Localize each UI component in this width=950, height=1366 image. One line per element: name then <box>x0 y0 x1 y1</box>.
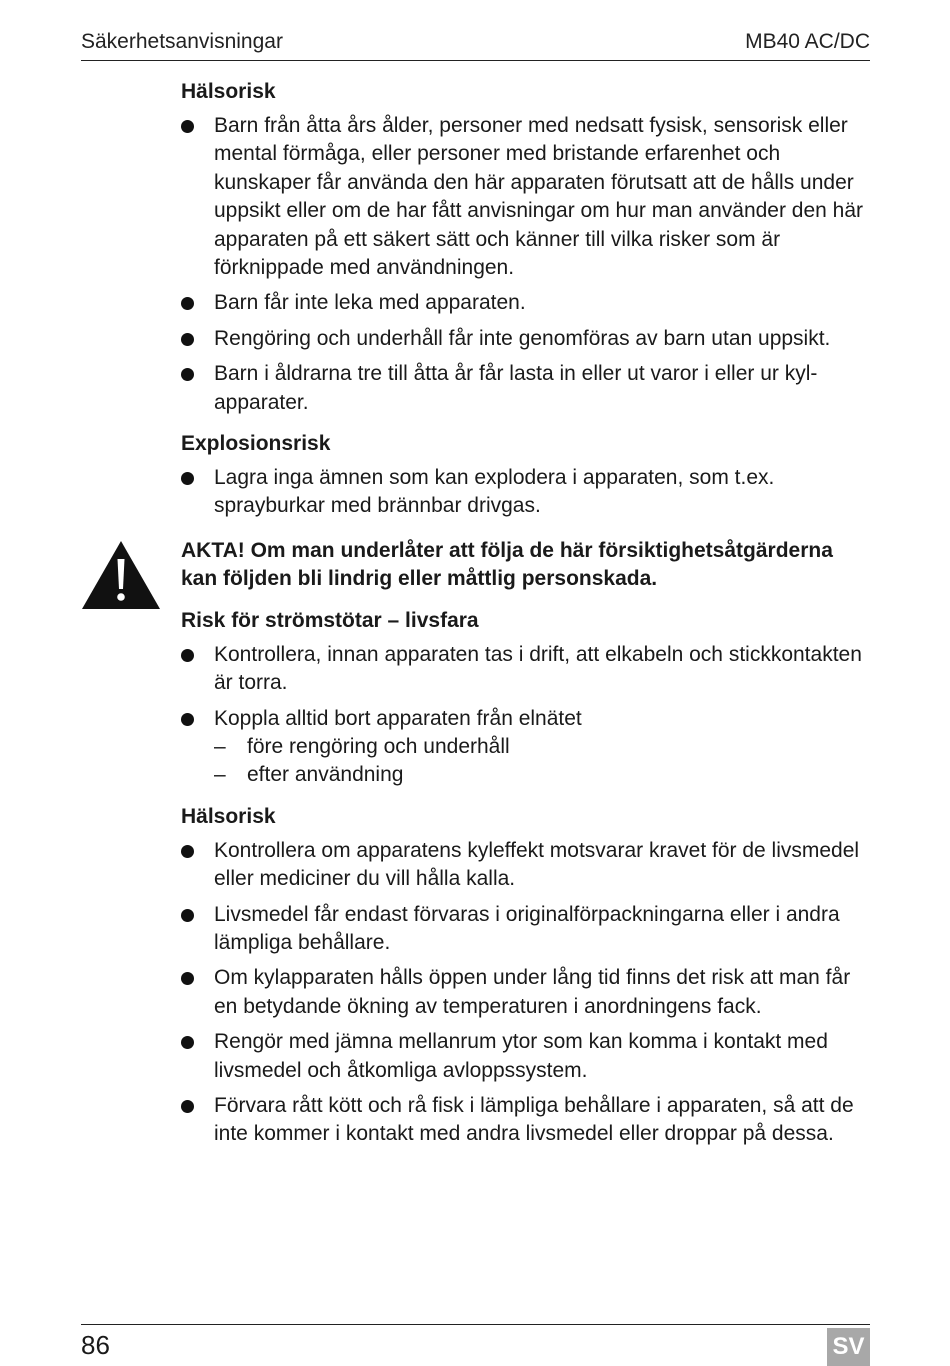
bullet-icon <box>181 368 194 381</box>
list-item: Barn från åtta års ålder, personer med nedsatt fysisk, sensorisk eller mental förmåga, eller personer med bristande erfarenhet och kunskaper får använda den här apparaten förutsatt att de hålls under uppsikt eller om de har fått anvisningar om hur man använder den här apparaten på ett säkert sätt och känner till vilka risker som är förknippade med användningen. <box>181 112 870 282</box>
page-content <box>181 78 870 1156</box>
bullet-icon <box>181 713 194 726</box>
language-badge: SV <box>827 1328 870 1366</box>
list-item: Lagra inga ämnen som kan explodera i apparaten, som t.ex. sprayburkar med brännbar drivgas. <box>181 464 870 521</box>
bullet-icon <box>181 120 194 133</box>
list-item: Barn får inte leka med apparaten. <box>181 289 870 317</box>
list-item: Förvara rått kött och rå fisk i lämpliga behållare i apparaten, så att de inte kommer i kontakt med andra livsmedel eller droppar på dessa. <box>181 1092 870 1149</box>
bullet-icon <box>181 1100 194 1113</box>
health-risk-list-2 <box>181 837 870 1149</box>
bullet-icon <box>181 649 194 662</box>
dash-marker: – <box>214 763 226 787</box>
header-model-name: MB40 AC/DC <box>745 30 870 53</box>
list-item: Barn i åldrarna tre till åtta år får lasta in eller ut varor i eller ur kylapparater. <box>181 360 870 417</box>
list-item: Rengöring och underhåll får inte genomföras av barn utan uppsikt. <box>181 325 870 353</box>
bullet-icon <box>181 472 194 485</box>
page-number: 86 <box>81 1330 110 1360</box>
bullet-icon <box>181 845 194 858</box>
bullet-icon <box>181 297 194 310</box>
section-heading-electric-shock: Risk för strömstötar – livsfara <box>181 608 479 632</box>
section-heading-explosion-risk: Explosionsrisk <box>181 432 331 456</box>
list-item: Kontrollera, innan apparaten tas i drift, att elkabeln och stickkontakten är torra. <box>181 641 870 698</box>
caution-notice <box>181 537 870 594</box>
bullet-icon <box>181 972 194 985</box>
page-header <box>81 28 870 61</box>
sub-list-item: – före rengöring och underhåll <box>214 733 870 761</box>
header-section-title: Säkerhetsanvisningar <box>81 30 283 53</box>
warning-triangle-icon <box>80 539 162 611</box>
list-item: Om kylapparaten hålls öppen under lång tid finns det risk att man får en betydande ökning av temperaturen i anordningens fack. <box>181 964 870 1021</box>
bullet-icon <box>181 1036 194 1049</box>
section-heading-health-risk: Hälsorisk <box>181 80 276 103</box>
health-risk-list <box>181 112 870 417</box>
section-heading-health-risk-2: Hälsorisk <box>181 804 276 828</box>
electric-shock-list <box>181 641 870 790</box>
list-item: Kontrollera om apparatens kyleffekt motsvarar kravet för de livsmedel eller mediciner du vill hålla kalla. <box>181 837 870 894</box>
sub-list <box>214 733 870 790</box>
bullet-icon <box>181 333 194 346</box>
page-footer <box>81 1324 870 1366</box>
dash-marker: – <box>214 734 226 758</box>
list-item: Rengör med jämna mellanrum ytor som kan komma i kontakt med livsmedel och åtkomliga avloppssystem. <box>181 1028 870 1085</box>
sub-list-item: – efter användning <box>214 761 870 789</box>
explosion-risk-list <box>181 464 870 521</box>
list-item: Koppla alltid bort apparaten från elnätet – före rengöring och underhåll – efter användning <box>181 705 870 790</box>
bullet-icon <box>181 909 194 922</box>
caution-text: AKTA! Om man underlåter att följa de här försiktighetsåtgärderna kan följden bli lindrig eller måttlig personskada. <box>181 538 833 591</box>
list-item: Livsmedel får endast förvaras i originalförpackningarna eller i andra lämpliga behållare. <box>181 901 870 958</box>
